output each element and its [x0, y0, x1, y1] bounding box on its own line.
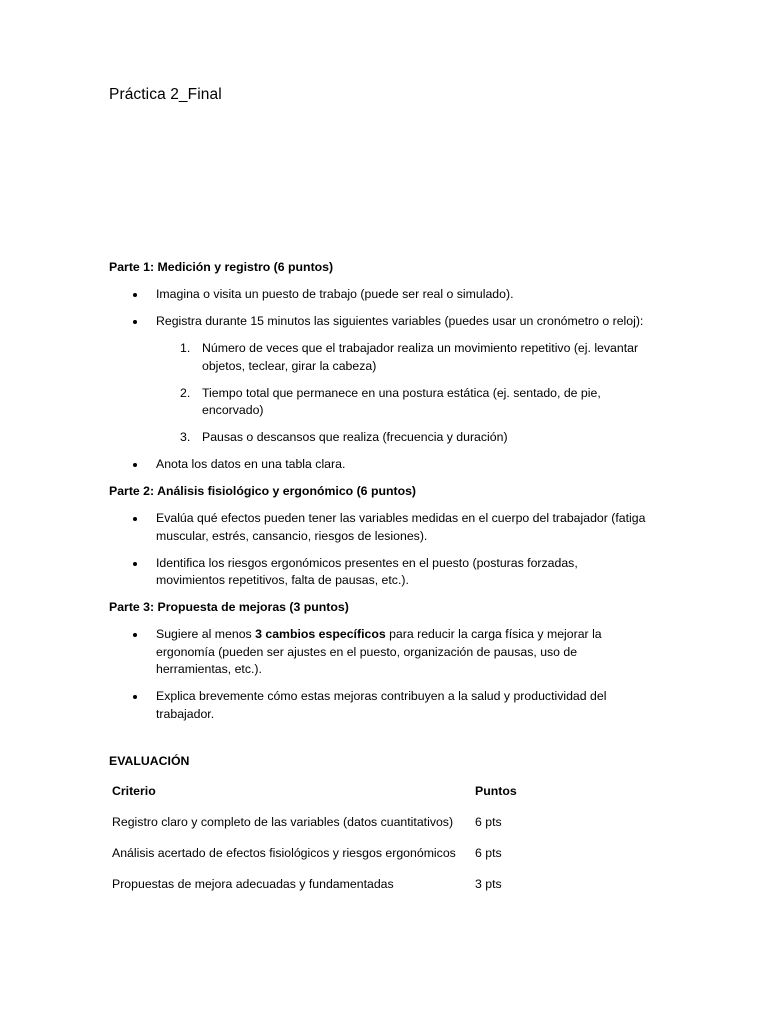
list-item-text: Explica brevemente cómo estas mejoras contribuyen a la salud y productividad del trabajador.: [156, 689, 607, 721]
document-title: Práctica 2_Final: [109, 86, 222, 103]
bullet-icon: [133, 293, 137, 297]
bullet-icon: [133, 695, 137, 699]
numbered-item-text: Número de veces que el trabajador realiza un movimiento repetitivo (ej. levantar objetos, teclear, girar la cabeza): [202, 341, 639, 373]
part-2-bullet-list: [109, 510, 649, 590]
table-cell-puntos: 6 pts: [475, 814, 502, 829]
rich-text-before: Sugiere al menos: [156, 627, 256, 641]
part-3-bullet-list: [109, 626, 649, 723]
numbered-item-text: Tiempo total que permanece en una postura estática (ej. sentado, de pie, encorvado): [202, 385, 601, 417]
bullet-icon: [133, 320, 137, 324]
part-2-heading: Parte 2: Análisis fisiológico y ergonómico (6 puntos): [109, 484, 417, 498]
table-cell-criterio: Propuestas de mejora adecuadas y fundamentadas: [112, 876, 394, 891]
list-item-text: [156, 627, 602, 676]
bullet-icon: [133, 562, 137, 566]
rich-text-after: para reducir la carga física y mejorar la ergonomía (pueden ser ajustes en el puesto, organización de pausas, uso de herramientas, etc.).: [156, 627, 602, 676]
table-row: [112, 845, 555, 876]
numbered-item: [109, 340, 649, 375]
table-cell-criterio: Análisis acertado de efectos fisiológicos y riesgos ergonómicos: [112, 845, 456, 860]
bullet-icon: [133, 633, 137, 637]
list-item-text: Identifica los riesgos ergonómicos presentes en el puesto (posturas forzadas, movimientos repetitivos, falta de pausas, etc.).: [156, 555, 578, 587]
table-cell-criterio: Registro claro y completo de las variables (datos cuantitativos): [112, 814, 454, 829]
part-1-bullet-list: [109, 286, 649, 474]
table-header-row: [112, 783, 555, 814]
table-row: [112, 814, 555, 845]
table-row: [112, 876, 555, 907]
section-spacer: [109, 723, 649, 753]
bold-emphasis: 3 cambios específicos: [255, 627, 386, 641]
table-cell-puntos: 6 pts: [475, 845, 502, 860]
part-3-heading: Parte 3: Propuesta de mejoras (3 puntos): [109, 600, 349, 614]
document-body: [109, 259, 649, 907]
bullet-icon: [133, 517, 137, 521]
part-1-heading: Parte 1: Medición y registro (6 puntos): [109, 260, 334, 274]
column-header-criterio: Criterio: [112, 783, 156, 798]
evaluation-table: [112, 783, 555, 907]
list-item: [109, 555, 649, 590]
list-item: [109, 313, 649, 447]
numbered-item: [109, 385, 649, 420]
bullet-icon: [133, 463, 137, 467]
table-cell-puntos: 3 pts: [475, 876, 502, 891]
list-item-text: Registra durante 15 minutos las siguientes variables (puedes usar un cronómetro o reloj):: [156, 314, 644, 328]
list-item: [109, 688, 649, 723]
variables-numbered-list: [109, 340, 649, 447]
list-item: [109, 456, 649, 474]
evaluation-heading: EVALUACIÓN: [109, 754, 190, 768]
list-item-text: Imagina o visita un puesto de trabajo (puede ser real o simulado).: [156, 287, 514, 301]
number-marker: 1.: [180, 341, 191, 355]
number-marker: 3.: [180, 430, 191, 444]
list-item: [109, 510, 649, 545]
list-item-text: Evalúa qué efectos pueden tener las variables medidas en el cuerpo del trabajador (fatiga muscular, estrés, cansancio, riesgos de lesiones).: [156, 511, 646, 543]
list-item: [109, 286, 649, 304]
list-item: [109, 626, 649, 679]
list-item-text: Anota los datos en una tabla clara.: [156, 457, 346, 471]
numbered-item: [109, 429, 649, 447]
number-marker: 2.: [180, 385, 191, 400]
numbered-item-text: Pausas o descansos que realiza (frecuencia y duración): [202, 430, 508, 444]
column-header-puntos: Puntos: [475, 783, 517, 798]
